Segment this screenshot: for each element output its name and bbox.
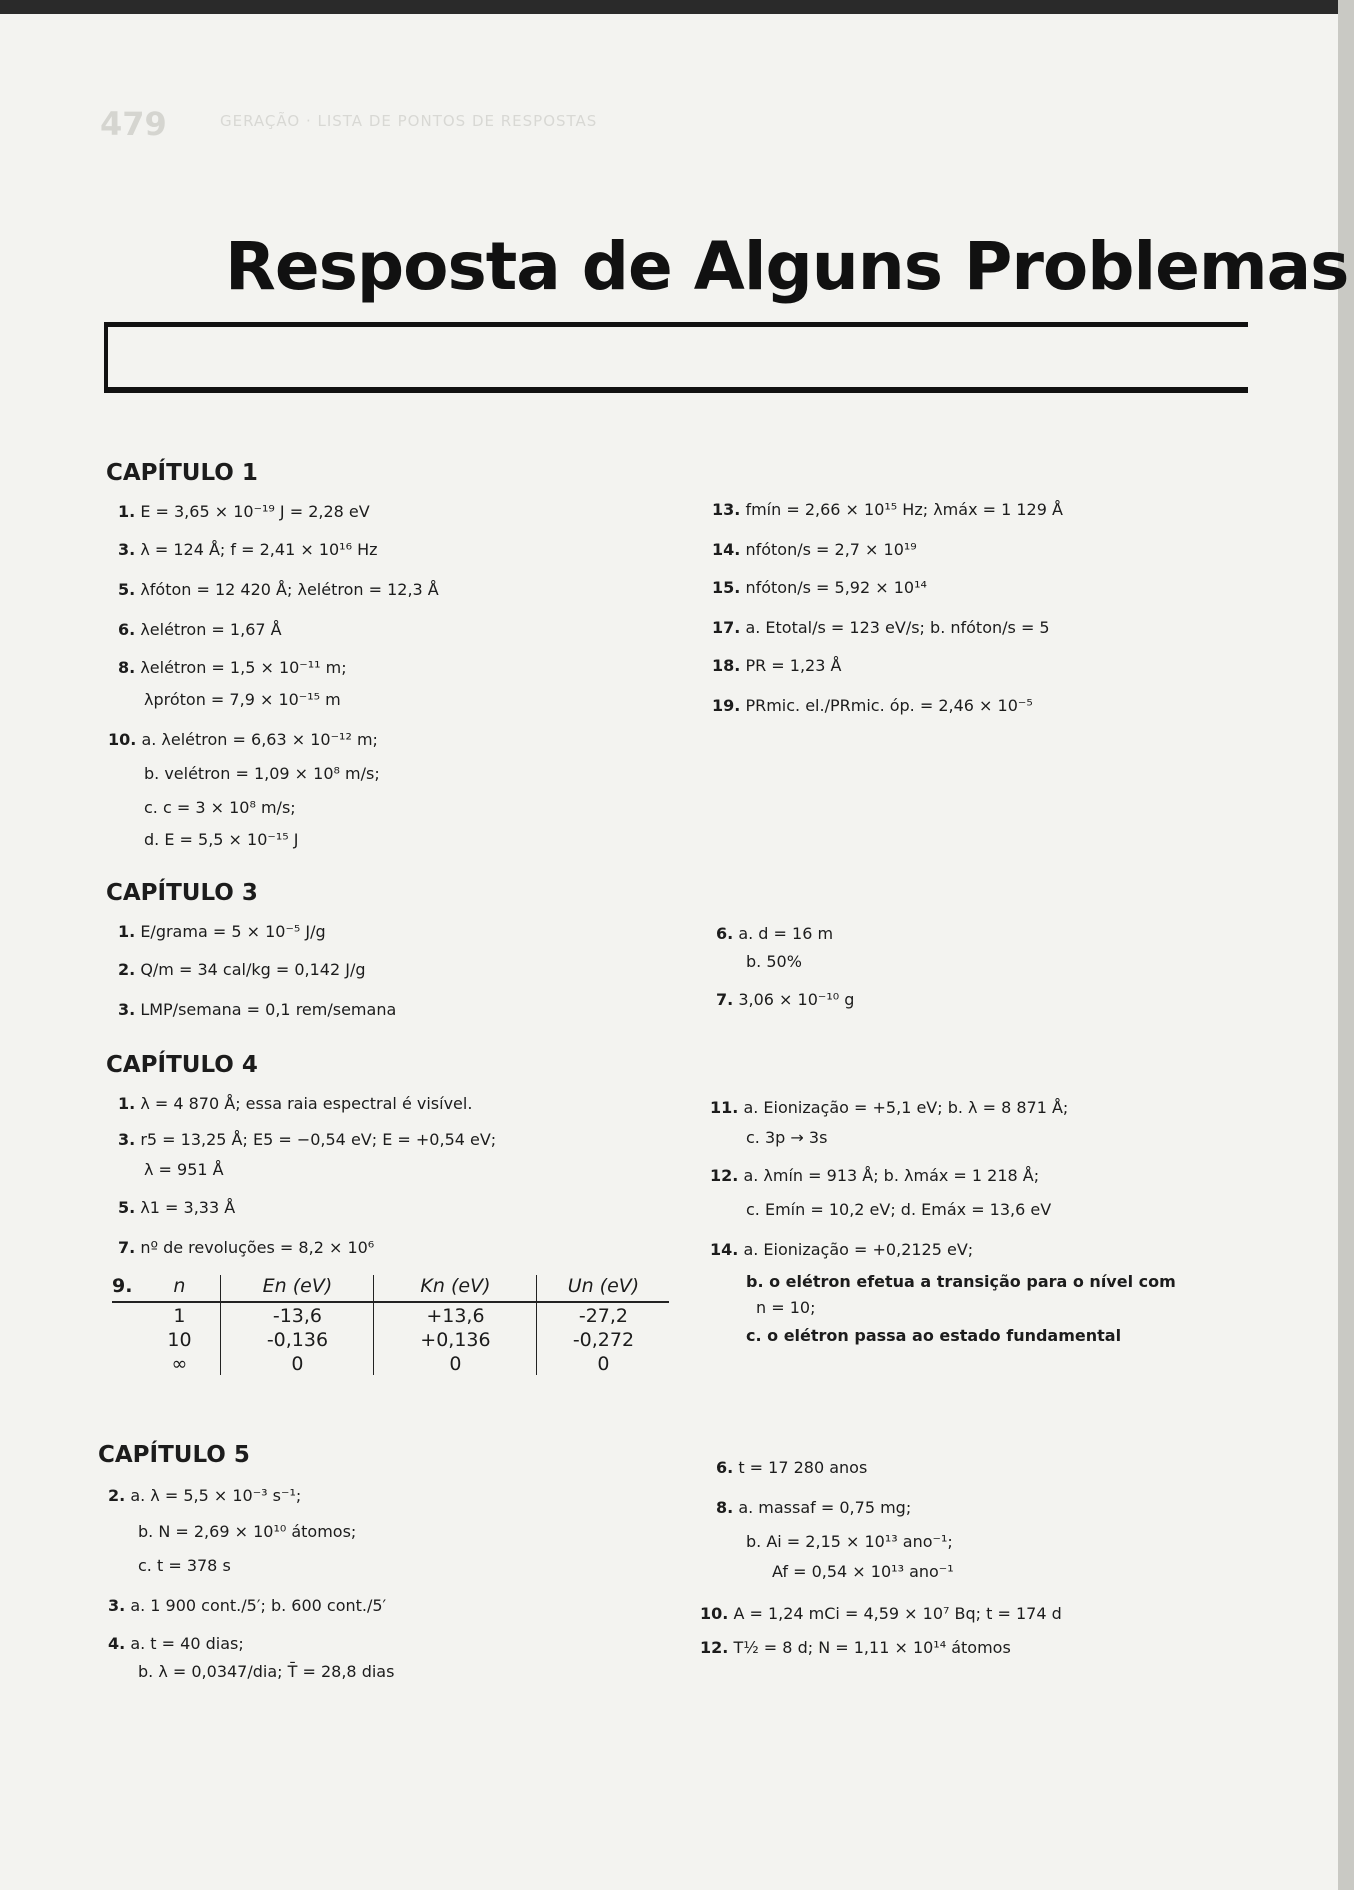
item-text: b. velétron = 1,09 × 10⁸ m/s; (144, 764, 380, 783)
answer-item (712, 618, 1050, 637)
chapter-heading: CAPÍTULO 3 (106, 880, 258, 906)
answer-item (138, 1522, 356, 1541)
item-text: T½ = 8 d; N = 1,11 × 10¹⁴ átomos (733, 1638, 1011, 1657)
item-number: 7. (118, 1238, 136, 1257)
item-text: a. t = 40 dias; (130, 1634, 244, 1653)
answer-item (712, 696, 1033, 715)
scan-top-edge (0, 0, 1354, 14)
table-item-number: 9. (112, 1275, 138, 1302)
item-text: Q/m = 34 cal/kg = 0,142 J/g (140, 960, 366, 979)
item-text: a. Eionização = +0,2125 eV; (743, 1240, 974, 1259)
item-number: 11. (710, 1098, 739, 1117)
answer-item (710, 1240, 973, 1259)
answer-item (746, 1272, 1176, 1291)
item-text: Af = 0,54 × 10¹³ ano⁻¹ (772, 1562, 954, 1581)
table-cell: +0,136 (374, 1327, 537, 1351)
answer-item (712, 500, 1063, 519)
item-text: c. c = 3 × 10⁸ m/s; (144, 798, 296, 817)
table-spacer (112, 1302, 138, 1327)
item-text: r5 = 13,25 Å; E5 = −0,54 eV; E = +0,54 eV; (140, 1130, 497, 1149)
table-cell: +13,6 (374, 1302, 537, 1327)
item-text: c. t = 378 s (138, 1556, 231, 1575)
table-cell: 10 (167, 1329, 192, 1351)
item-text: nfóton/s = 2,7 × 10¹⁹ (745, 540, 917, 559)
item-number: 17. (712, 618, 741, 637)
item-text: c. o elétron passa ao estado fundamental (746, 1326, 1122, 1345)
item-text: a. λelétron = 6,63 × 10⁻¹² m; (141, 730, 378, 749)
answer-item (118, 658, 347, 677)
title-frame (104, 322, 1248, 393)
item-text: b. Ai = 2,15 × 10¹³ ano⁻¹; (746, 1532, 953, 1551)
answer-item (746, 1532, 953, 1551)
answer-item (108, 730, 378, 749)
answer-item (118, 1094, 472, 1113)
answer-item (716, 1498, 911, 1517)
table-row (112, 1302, 669, 1327)
answer-item (118, 1000, 396, 1019)
item-text: A = 1,24 mCi = 4,59 × 10⁷ Bq; t = 174 d (733, 1604, 1062, 1623)
item-text: LMP/semana = 0,1 rem/semana (140, 1000, 397, 1019)
table-row (112, 1351, 669, 1375)
item-number: 1. (118, 502, 136, 521)
answer-item (746, 952, 802, 971)
answer-item (712, 656, 841, 675)
item-number: 4. (108, 1634, 126, 1653)
answer-item (118, 580, 439, 599)
table-header-en: En (eV) (221, 1275, 374, 1302)
table-cell: -27,2 (537, 1302, 670, 1327)
table-cell: -0,136 (221, 1327, 374, 1351)
item-text: λfóton = 12 420 Å; λelétron = 12,3 Å (140, 580, 439, 599)
answer-item (746, 1128, 827, 1147)
item-number: 7. (716, 990, 734, 1009)
item-text: PRmic. el./PRmic. óp. = 2,46 × 10⁻⁵ (745, 696, 1033, 715)
answer-item (710, 1166, 1039, 1185)
item-text: a. λ = 5,5 × 10⁻³ s⁻¹; (130, 1486, 302, 1505)
item-text: c. Emín = 10,2 eV; d. Emáx = 13,6 eV (746, 1200, 1052, 1219)
answer-item (700, 1638, 1011, 1657)
answer-item (700, 1604, 1062, 1623)
item-number: 3. (118, 1000, 136, 1019)
item-number: 12. (710, 1166, 739, 1185)
item-text: t = 17 280 anos (738, 1458, 868, 1477)
table-cell: ∞ (171, 1353, 188, 1375)
answer-item (710, 1098, 1068, 1117)
answer-item (144, 690, 341, 709)
answer-item (144, 830, 298, 849)
answer-item (756, 1298, 815, 1317)
item-text: PR = 1,23 Å (745, 656, 842, 675)
item-number: 13. (712, 500, 741, 519)
table-cell: -0,272 (537, 1327, 670, 1351)
item-number: 3. (118, 540, 136, 559)
table-header-kn: Kn (eV) (374, 1275, 537, 1302)
table-spacer (112, 1327, 138, 1351)
item-text: λ = 124 Å; f = 2,41 × 10¹⁶ Hz (140, 540, 378, 559)
chapter-heading: CAPÍTULO 4 (106, 1052, 258, 1078)
item-number: 6. (118, 620, 136, 639)
answer-item (118, 540, 378, 559)
answer-item (118, 1198, 235, 1217)
item-text: b. N = 2,69 × 10¹⁰ átomos; (138, 1522, 357, 1541)
answer-item (118, 1130, 496, 1149)
item-number: 3. (118, 1130, 136, 1149)
answer-item (144, 764, 380, 783)
answer-item (746, 1200, 1051, 1219)
item-number: 5. (118, 580, 136, 599)
answer-item (144, 798, 296, 817)
table-header-n: n (138, 1275, 221, 1302)
item-text: b. 50% (746, 952, 802, 971)
answer-item (746, 1326, 1121, 1345)
table-header-un: Un (eV) (537, 1275, 670, 1302)
page-number: 479 (100, 105, 167, 143)
item-text: d. E = 5,5 × 10⁻¹⁵ J (144, 830, 299, 849)
item-number: 19. (712, 696, 741, 715)
answer-item (138, 1662, 394, 1681)
table-cell: 1 (173, 1305, 186, 1327)
energy-table (112, 1275, 669, 1375)
item-text: b. λ = 0,0347/dia; T̄ = 28,8 dias (138, 1662, 395, 1681)
table-spacer (112, 1351, 138, 1375)
item-number: 10. (108, 730, 137, 749)
table-cell: 0 (221, 1351, 374, 1375)
item-text: λelétron = 1,5 × 10⁻¹¹ m; (140, 658, 347, 677)
item-text: λ1 = 3,33 Å (140, 1198, 236, 1217)
item-text: a. Eionização = +5,1 eV; b. λ = 8 871 Å; (743, 1098, 1069, 1117)
item-number: 1. (118, 1094, 136, 1113)
answer-item (118, 502, 370, 521)
answer-item (712, 578, 927, 597)
table-row (112, 1327, 669, 1351)
item-text: E/grama = 5 × 10⁻⁵ J/g (140, 922, 326, 941)
answer-item (118, 922, 326, 941)
item-text: 3,06 × 10⁻¹⁰ g (738, 990, 855, 1009)
item-text: λelétron = 1,67 Å (140, 620, 282, 639)
item-text: λ = 4 870 Å; essa raia espectral é visível. (140, 1094, 473, 1113)
answer-item (108, 1486, 301, 1505)
chapter-heading: CAPÍTULO 5 (98, 1442, 250, 1468)
item-number: 2. (108, 1486, 126, 1505)
answer-item (118, 620, 282, 639)
item-text: a. 1 900 cont./5′; b. 600 cont./5′ (130, 1596, 387, 1615)
running-head: GERAÇÃO · LISTA DE PONTOS DE RESPOSTAS (220, 112, 598, 130)
chapter-heading: CAPÍTULO 1 (106, 460, 258, 486)
item-text: c. 3p → 3s (746, 1128, 828, 1147)
item-number: 8. (118, 658, 136, 677)
item-number: 6. (716, 924, 734, 943)
table-cell: -13,6 (221, 1302, 374, 1327)
item-number: 2. (118, 960, 136, 979)
item-number: 12. (700, 1638, 729, 1657)
item-number: 1. (118, 922, 136, 941)
item-text: a. λmín = 913 Å; b. λmáx = 1 218 Å; (743, 1166, 1040, 1185)
item-text: λ = 951 Å (144, 1160, 224, 1179)
answer-item (144, 1160, 224, 1179)
item-text: a. Etotal/s = 123 eV/s; b. nfóton/s = 5 (745, 618, 1050, 637)
item-number: 6. (716, 1458, 734, 1477)
item-text: a. massaf = 0,75 mg; (738, 1498, 912, 1517)
item-text: nº de revoluções = 8,2 × 10⁶ (140, 1238, 375, 1257)
item-number: 3. (108, 1596, 126, 1615)
answer-item (138, 1556, 231, 1575)
item-number: 5. (118, 1198, 136, 1217)
item-text: b. o elétron efetua a transição para o nível com (746, 1272, 1176, 1291)
item-number: 18. (712, 656, 741, 675)
item-number: 10. (700, 1604, 729, 1623)
item-text: fmín = 2,66 × 10¹⁵ Hz; λmáx = 1 129 Å (745, 500, 1063, 519)
answer-item (108, 1596, 386, 1615)
answer-item (108, 1634, 244, 1653)
answer-item (772, 1562, 954, 1581)
item-text: nfóton/s = 5,92 × 10¹⁴ (745, 578, 927, 597)
answer-item (712, 540, 917, 559)
item-text: λpróton = 7,9 × 10⁻¹⁵ m (144, 690, 341, 709)
table-header-row (112, 1275, 669, 1302)
answer-item (716, 1458, 867, 1477)
item-text: E = 3,65 × 10⁻¹⁹ J = 2,28 eV (140, 502, 370, 521)
item-text: n = 10; (756, 1298, 816, 1317)
item-number: 15. (712, 578, 741, 597)
item-number: 14. (712, 540, 741, 559)
item-number: 8. (716, 1498, 734, 1517)
answer-item (118, 960, 366, 979)
answer-item (118, 1238, 374, 1257)
answer-item (716, 990, 854, 1009)
item-number: 14. (710, 1240, 739, 1259)
page-title: Resposta de Alguns Problemas (225, 228, 1349, 305)
item-text: a. d = 16 m (738, 924, 834, 943)
table-cell: 0 (374, 1351, 537, 1375)
answer-item (716, 924, 833, 943)
table-cell: 0 (537, 1351, 670, 1375)
